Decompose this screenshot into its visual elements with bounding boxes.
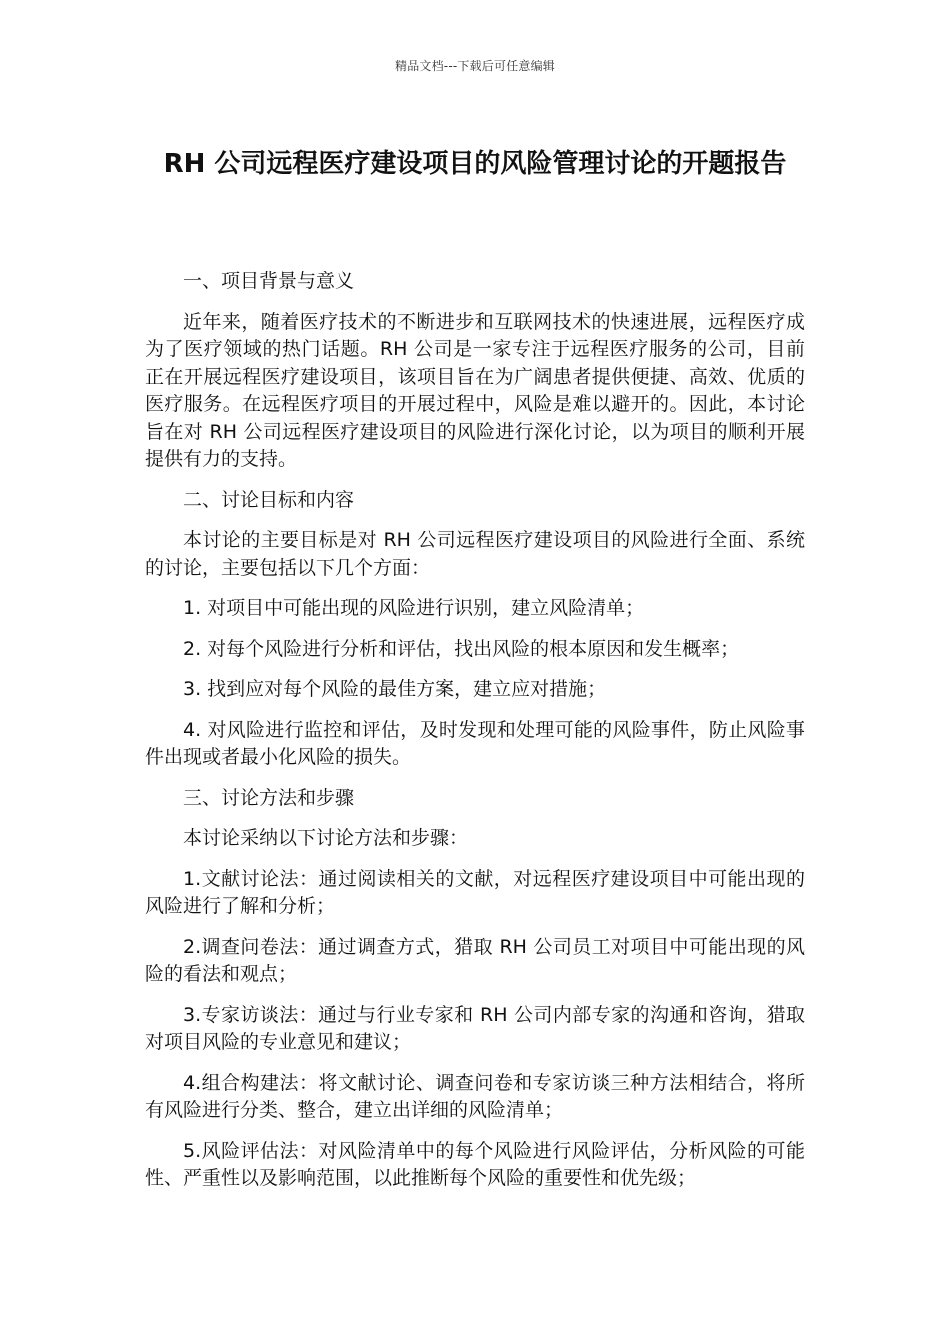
- paragraph-background: 近年来，随着医疗技术的不断进步和互联网技术的快速进展，远程医疗成为了医疗领域的热门话题。RH 公司是一家专注于远程医疗服务的公司，目前正在开展远程医疗建设项目，该项目旨在为广阔患者提供便捷、高效、优质的医疗服务。在远程医疗项目的开展过程中，风险是难以避开的。因此，本讨论旨在对 RH 公司远程医疗建设项目的风险进行深化讨论，以为项目的顺利开展提供有力的支持。: [145, 310, 805, 470]
- list-item-method-4: 4.组合构建法：将文献讨论、调查问卷和专家访谈三种方法相结合，将所有风险进行分类、整合，建立出详细的风险清单；: [145, 1071, 805, 1121]
- section-heading-methods: 三、讨论方法和步骤: [183, 786, 355, 809]
- list-item-goal-2: 2. 对每个风险进行分析和评估，找出风险的根本原因和发生概率；: [183, 637, 740, 660]
- list-item-method-5: 5.风险评估法：对风险清单中的每个风险进行风险评估，分析风险的可能性、严重性以及影响范围，以此推断每个风险的重要性和优先级；: [145, 1139, 805, 1189]
- list-item-goal-4: 4. 对风险进行监控和评估，及时发现和处理可能的风险事件，防止风险事件出现或者最小化风险的损失。: [145, 718, 805, 768]
- paragraph-methods-intro: 本讨论采纳以下讨论方法和步骤：: [183, 827, 469, 849]
- section-heading-background: 一、项目背景与意义: [183, 270, 355, 292]
- paragraph-goals-intro: 本讨论的主要目标是对 RH 公司远程医疗建设项目的风险进行全面、系统的讨论，主要包括以下几个方面：: [145, 529, 805, 579]
- list-item-goal-3: 3. 找到应对每个风险的最佳方案，建立应对措施；: [183, 678, 607, 700]
- list-item-method-3: 3.专家访谈法：通过与行业专家和 RH 公司内部专家的沟通和咨询，猎取对项目风险的专业意见和建议；: [145, 1003, 805, 1053]
- section-heading-goals: 二、讨论目标和内容: [183, 488, 355, 511]
- list-item-goal-1: 1. 对项目中可能出现的风险进行识别，建立风险清单；: [183, 597, 645, 619]
- list-item-method-1: 1.文献讨论法：通过阅读相关的文献，对远程医疗建设项目中可能出现的风险进行了解和分析；: [145, 867, 805, 917]
- document-body: [145, 268, 805, 1206]
- list-item-method-2: 2.调查问卷法：通过调查方式，猎取 RH 公司员工对项目中可能出现的风险的看法和观点；: [145, 935, 805, 985]
- document-title: RH 公司远程医疗建设项目的风险管理讨论的开题报告: [163, 149, 787, 179]
- header-note: 精品文档---下载后可任意编辑: [395, 59, 555, 73]
